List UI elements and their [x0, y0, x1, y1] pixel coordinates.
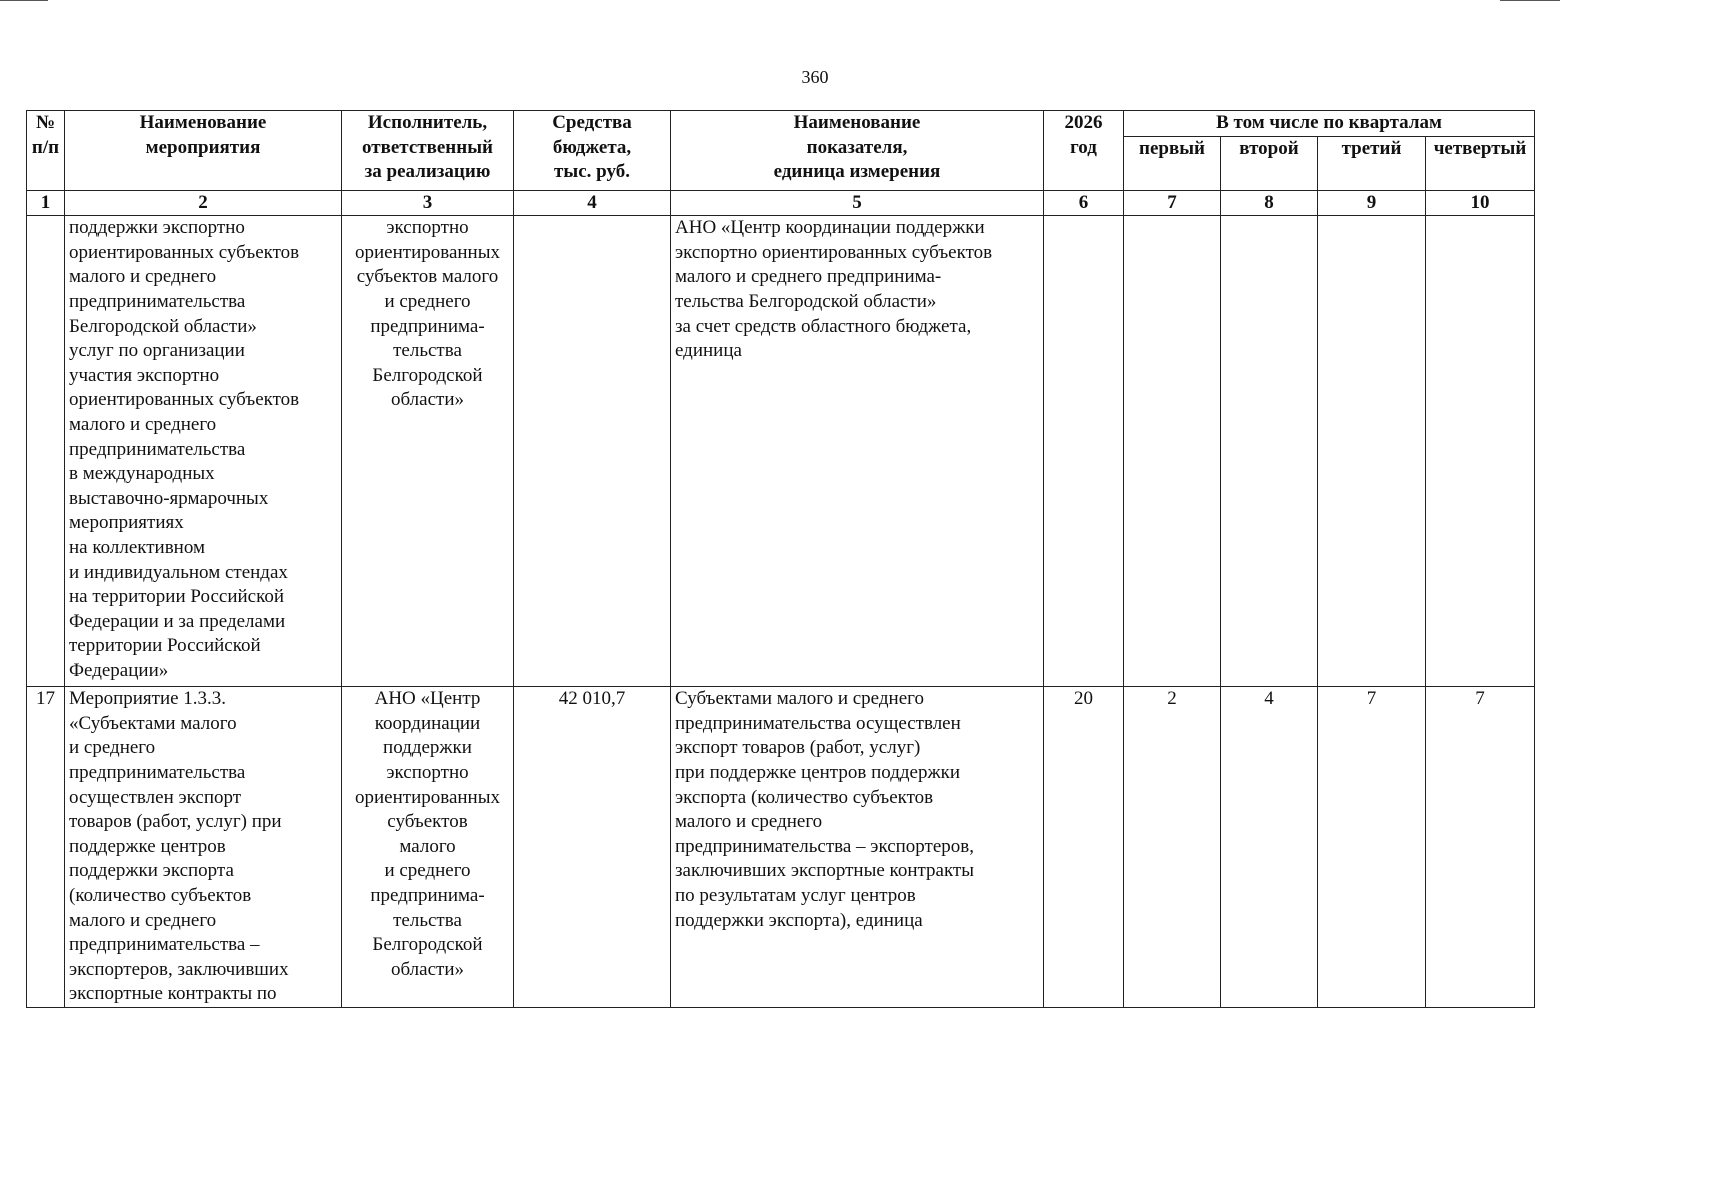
- q1-value: [1124, 216, 1221, 687]
- header-year: 2026 год: [1044, 111, 1124, 191]
- header-indicator: Наименование показателя, единица измерения: [671, 111, 1044, 191]
- header-q4: четвертый: [1426, 136, 1535, 190]
- column-number: 10: [1426, 190, 1535, 216]
- header-number: № п/п: [27, 111, 65, 191]
- activities-table: [26, 110, 1535, 1008]
- budget-value: 42 010,7: [514, 687, 671, 1008]
- table-row: [27, 216, 1535, 687]
- page-number: 360: [801, 67, 829, 87]
- indicator-name: Субъектами малого и среднего предпринимательства осуществлен экспорт товаров (работ, услуг) при поддержке центров поддержки экспорта (количество субъектов малого и среднего предпринимательства – экспортеров, заключивших экспортные контракты по результатам услуг центров поддержки экспорта), единица: [671, 687, 1044, 1008]
- activity-name: поддержки экспортно ориентированных субъектов малого и среднего предпринимательства Белгородской области» услуг по организации участия экспортно ориентированных субъектов малого и среднего предпринимательства в международных выставочно-ярмарочных мероприятиях на коллективном и индивидуальном стендах на территории Российской Федерации и за пределами территории Российской Федерации»: [65, 216, 342, 687]
- year-value: 20: [1044, 687, 1124, 1008]
- header-q2: второй: [1221, 136, 1318, 190]
- q2-value: [1221, 216, 1318, 687]
- q3-value: 7: [1318, 687, 1426, 1008]
- header-budget: Средства бюджета, тыс. руб.: [514, 111, 671, 191]
- q1-value: 2: [1124, 687, 1221, 1008]
- executor: АНО «Центр координации поддержки экспортно ориентированных субъектов малого и среднего предпринима- тельства Белгородской области»: [342, 687, 514, 1008]
- q4-value: [1426, 216, 1535, 687]
- table-row: [27, 687, 1535, 1008]
- column-number: 9: [1318, 190, 1426, 216]
- column-number: 2: [65, 190, 342, 216]
- q3-value: [1318, 216, 1426, 687]
- column-number: 8: [1221, 190, 1318, 216]
- activity-name: Мероприятие 1.3.3. «Субъектами малого и среднего предпринимательства осуществлен экспорт товаров (работ, услуг) при поддержке центров поддержки экспорта (количество субъектов малого и среднего предпринимательства – экспортеров, заключивших экспортные контракты по: [65, 687, 342, 1008]
- column-number: 4: [514, 190, 671, 216]
- scan-edge-line-right: [1500, 0, 1560, 1]
- scan-edge-line-left: [0, 0, 48, 1]
- column-number: 7: [1124, 190, 1221, 216]
- header-row: [27, 111, 1535, 137]
- column-numbers-row: [27, 190, 1535, 216]
- header-q1: первый: [1124, 136, 1221, 190]
- column-number: 6: [1044, 190, 1124, 216]
- row-number: 17: [27, 687, 65, 1008]
- column-number: 1: [27, 190, 65, 216]
- column-number: 3: [342, 190, 514, 216]
- q4-value: 7: [1426, 687, 1535, 1008]
- header-q3: третий: [1318, 136, 1426, 190]
- indicator-name: АНО «Центр координации поддержки экспортно ориентированных субъектов малого и среднего предпринима- тельства Белгородской области» за счет средств областного бюджета, единица: [671, 216, 1044, 687]
- header-activity-name: Наименование мероприятия: [65, 111, 342, 191]
- year-value: [1044, 216, 1124, 687]
- budget-value: [514, 216, 671, 687]
- row-number: [27, 216, 65, 687]
- header-quarters-group: В том числе по кварталам: [1124, 111, 1535, 137]
- column-number: 5: [671, 190, 1044, 216]
- q2-value: 4: [1221, 687, 1318, 1008]
- header-executor: Исполнитель, ответственный за реализацию: [342, 111, 514, 191]
- executor: экспортно ориентированных субъектов малого и среднего предпринима- тельства Белгородской области»: [342, 216, 514, 687]
